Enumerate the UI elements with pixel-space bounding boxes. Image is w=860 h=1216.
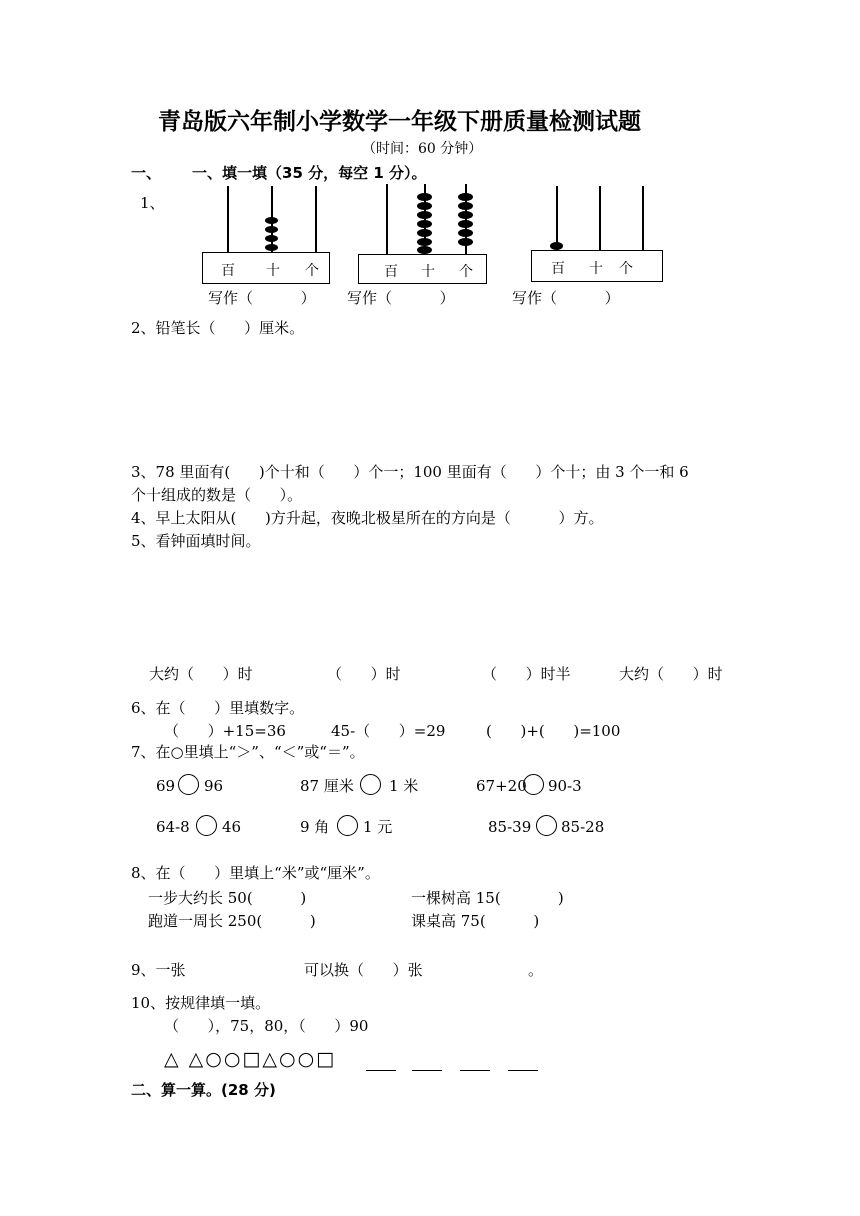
compare-circle-5[interactable] — [337, 815, 358, 836]
compare-circle-1[interactable] — [178, 774, 199, 795]
compare-circle-6[interactable] — [536, 815, 557, 836]
q6-text: 6、在（ ）里填数字。 — [131, 699, 305, 717]
section1-heading: 一、填一填（35 分，每空 1 分）。 — [192, 164, 427, 182]
q1-number: 1、 — [140, 194, 165, 212]
q10-shape-pattern: △ △○○□△○○□ — [164, 1048, 337, 1070]
abacus-bead — [265, 217, 278, 224]
abacus-bead — [417, 202, 432, 210]
q7-item-6-left: 85-39 — [488, 818, 532, 836]
pattern-blank-4[interactable] — [508, 1070, 538, 1071]
compare-circle-3[interactable] — [523, 774, 544, 795]
abacus-rod-ones — [315, 186, 317, 252]
q6-item-3: ( )+( )=100 — [486, 722, 621, 740]
q7-item-5-right: 1 元 — [363, 818, 393, 836]
abacus-bead — [417, 246, 432, 254]
q1-answer-2: 写作（ ） — [347, 289, 455, 307]
abacus-rod-tens — [599, 186, 601, 250]
q5-answer-2: （ ）时 — [327, 665, 401, 683]
abacus-bead — [417, 220, 432, 228]
q7-item-2-left: 87 厘米 — [300, 777, 354, 795]
q6-item-1: （ ）+15=36 — [164, 722, 286, 740]
q7-item-5-left: 9 角 — [300, 818, 330, 836]
q3-line1: 3、78 里面有( )个十和（ ）个一；100 里面有（ ）个十；由 3 个一和 6 — [131, 463, 689, 481]
q7-item-4-left: 64-8 — [156, 818, 190, 836]
abacus-bead — [417, 229, 432, 237]
abacus-rod-ones — [642, 186, 644, 250]
q9-part-2: 可以换（ ）张 — [304, 961, 423, 979]
place-label-ones: 个 — [305, 263, 319, 279]
q1-answer-1: 写作（ ） — [208, 289, 316, 307]
q10-text: 10、按规律填一填。 — [131, 994, 271, 1012]
pattern-blank-2[interactable] — [412, 1070, 442, 1071]
abacus-bead — [458, 220, 473, 228]
place-label-hundreds: 百 — [221, 263, 235, 279]
q7-text: 7、在○里填上“＞”、“＜”或“＝”。 — [131, 743, 365, 761]
place-label-ones: 个 — [619, 261, 633, 277]
abacus-bead — [458, 238, 473, 246]
q7-item-1-left: 69 — [156, 777, 176, 795]
q5-answer-3: （ ）时半 — [482, 665, 571, 683]
abacus-3 — [531, 186, 663, 286]
page-title: 青岛版六年制小学数学一年级下册质量检测试题 — [158, 109, 641, 135]
q5-answer-1: 大约（ ）时 — [149, 665, 253, 683]
q3-line2: 个十组成的数是（ ）。 — [131, 486, 303, 504]
place-label-tens: 十 — [589, 261, 603, 277]
pattern-blank-3[interactable] — [460, 1070, 490, 1071]
q8-text: 8、在（ ）里填上“米”或“厘米”。 — [131, 864, 380, 882]
place-label-hundreds: 百 — [551, 261, 565, 277]
abacus-bead — [458, 202, 473, 210]
section1-number: 一、 — [131, 164, 162, 182]
q7-item-6-right: 85-28 — [561, 818, 605, 836]
abacus-rod-hundreds — [227, 186, 229, 252]
section2-heading: 二、算一算。(28 分) — [131, 1081, 276, 1099]
abacus-bead — [417, 193, 432, 201]
q7-item-3-left: 67+20 — [476, 777, 527, 795]
abacus-bead — [458, 211, 473, 219]
q1-answer-3: 写作（ ） — [512, 289, 620, 307]
q7-item-1-right: 96 — [204, 777, 224, 795]
q7-item-4-right: 46 — [222, 818, 242, 836]
abacus-2 — [358, 184, 487, 286]
q5-text: 5、看钟面填时间。 — [131, 532, 261, 550]
compare-circle-2[interactable] — [360, 774, 381, 795]
q7-item-2-right: 1 米 — [389, 777, 419, 795]
pattern-blank-1[interactable] — [366, 1070, 396, 1071]
abacus-bead — [417, 238, 432, 246]
exam-time: （时间：60 分钟） — [362, 141, 483, 157]
abacus-1 — [202, 186, 330, 286]
abacus-bead — [417, 211, 432, 219]
q6-item-2: 45-（ ）=29 — [331, 722, 446, 740]
q10-sequence: （ ），75，80，（ ）90 — [164, 1017, 369, 1035]
abacus-rod-hundreds — [386, 184, 388, 254]
abacus-bead — [265, 235, 278, 242]
q8-item-4: 课桌高 75( ) — [411, 912, 540, 930]
q8-item-2: 一棵树高 15( ) — [411, 889, 564, 907]
q8-item-1: 一步大约长 50( ) — [148, 889, 307, 907]
place-label-ones: 个 — [459, 264, 473, 280]
compare-circle-4[interactable] — [196, 815, 217, 836]
abacus-bead — [458, 193, 473, 201]
place-label-tens: 十 — [266, 263, 280, 279]
q4-text: 4、早上太阳从( )方升起，夜晚北极星所在的方向是（ ）方。 — [131, 509, 604, 527]
place-label-tens: 十 — [421, 264, 435, 280]
abacus-rod-hundreds — [556, 186, 558, 250]
q2-text: 2、铅笔长（ ）厘米。 — [131, 319, 305, 337]
q8-item-3: 跑道一周长 250( ) — [148, 912, 316, 930]
q5-answer-4: 大约（ ）时 — [619, 665, 723, 683]
abacus-bead — [550, 242, 563, 250]
abacus-bead — [458, 229, 473, 237]
abacus-bead — [265, 244, 278, 251]
q9-part-1: 9、一张 — [131, 961, 186, 979]
q7-item-3-right: 90-3 — [548, 777, 582, 795]
q9-part-3: 。 — [528, 961, 544, 979]
abacus-bead — [265, 226, 278, 233]
place-label-hundreds: 百 — [384, 264, 398, 280]
